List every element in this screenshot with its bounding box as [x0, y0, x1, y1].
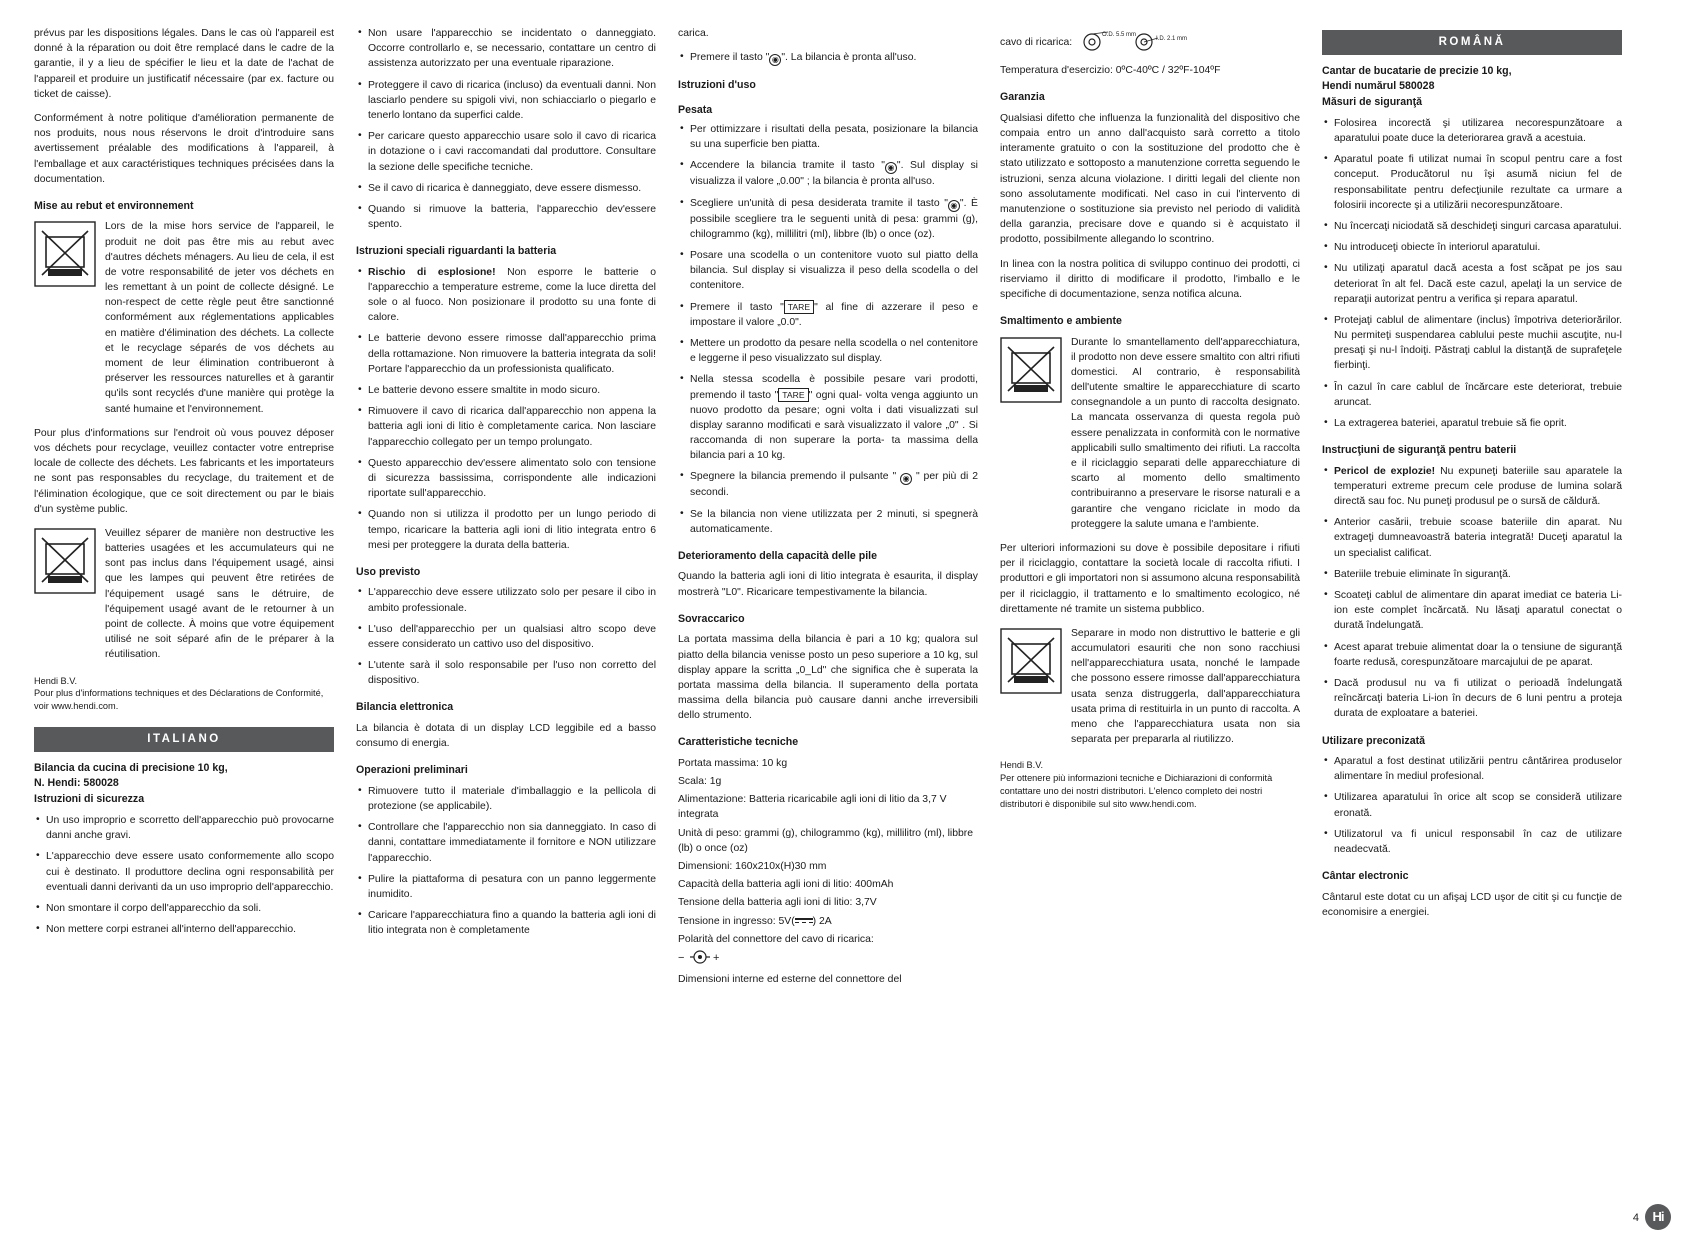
list-item: • Scegliere un'unità di pesa desiderata tramite il tasto " ◉ ". È possibile scegliere tra le seguenti unità di pesa: grammi (g), chilogrammo (kg), millilitri (ml), libbre (lb) o once (oz).: [678, 196, 978, 242]
list-item: • Pulire la piattaforma di pesatura con un panno leggermente inumidito.: [356, 872, 656, 902]
svg-text:+: +: [713, 951, 720, 964]
spec-line: Tensione della batteria agli ioni di litio: 3,7V: [678, 897, 877, 909]
spec-line-polarity-label: Polarità del connettore del cavo di ricarica:: [678, 933, 874, 945]
it-footer-block: [1000, 759, 1300, 811]
list-item: • Proteggere il cavo di ricarica (incluso) da eventuali danni. Non lasciarlo pendere su spigoli vivi, non schiacciarlo o piegarlo e tenerlo lontano da superfici calde.: [356, 78, 656, 124]
list-item: • Pericol de explozie! Nu expuneţi bateriile sau aparatele la temperaturi extreme precum cele produse de lumina solară directă sau foc. Nu puneţi produsul pe o sursă de căldură.: [1322, 464, 1622, 510]
spec-line-connector-dims: Dimensioni interne ed esterne del connettore del: [678, 974, 902, 986]
list-item: • Nella stessa scodella è possibile pesare vari prodotti, premendo il tasto " TARE " ogni qual- volta venga aggiunto un nuovo prodotto da pesare; ogni volta i dati visualizzati sul display saranno modificati e sarà visualizzato il valore „0" . Si raccomanda di non superare la porta- ta massima della bilancia pari a 10 kg.: [678, 372, 978, 463]
it-safety-heading: Istruzioni di sicurezza: [34, 792, 145, 805]
it-preliminary-list: [356, 784, 656, 939]
it-heading-overload: Sovraccarico: [678, 612, 745, 625]
it-safety-list-cont: [356, 26, 656, 232]
column-4: [1000, 26, 1300, 1206]
it-battery-list: [356, 265, 656, 553]
spec-line: Portata massima: 10 kg: [678, 757, 788, 769]
it-heading-warranty: Garanzia: [1000, 91, 1045, 104]
crossed-out-wheelie-bin-icon: [1000, 337, 1062, 403]
it-heading-preliminary: Operazioni preliminari: [356, 764, 468, 777]
list-item: • Nu introduceţi obiecte în interiorul aparatului.: [1322, 240, 1622, 255]
list-item: • Caricare l'apparecchiatura fino a quando la batteria agli ioni di litio integrata non è completamente: [356, 908, 656, 938]
list-item: • Non smontare il corpo dell'apparecchio da soli.: [34, 901, 334, 916]
list-item: • În cazul în care cablul de încărcare este deteriorat, trebuie aruncat.: [1322, 380, 1622, 410]
list-item: • Se la bilancia non viene utilizzata per 2 minuti, si spegnerà automaticamente.: [678, 507, 978, 537]
spec-input-voltage-label: Tensione in ingresso: 5V(: [678, 915, 795, 927]
list-item: • Scoateţi cablul de alimentare din aparat imediat ce bateria Li-ion este complet încărcată. Nu lăsaţi aparatul conectat o durată îndelungată.: [1322, 588, 1622, 634]
list-item: • Utilizatorul va fi unicul responsabil în caz de utilizare neadecvată.: [1322, 827, 1622, 857]
spec-line: Unità di peso: grammi (g), chilogrammo (kg), millilitro (ml), libbre (lb) o once (oz): [678, 827, 974, 854]
spec-line-input-voltage: [678, 914, 978, 929]
column-container: [34, 26, 1649, 1206]
ro-intended-use-list: [1322, 754, 1622, 857]
ro-product-title: Cantar de bucatarie de precizie 10 kg,: [1322, 64, 1512, 77]
list-item: • Non usare l'apparecchio se incidentato o danneggiato. Occorre controllarlo e, se necessario, contattare un centro di assistenza autorizzato per una eventuale riparazione.: [356, 26, 656, 72]
it-heading-intended-use: Uso previsto: [356, 565, 421, 578]
list-item: • Anterior casării, trebuie scoase bateriile din aparat. Nu extrageţi dumneavoastră bateria integrată! Duceţi aparatul la un specialist calificat.: [1322, 515, 1622, 561]
it-battery-separation-text: Separare in modo non distruttivo le batterie e gli accumulatori esauriti che non sono racchiusi nell'apparecchiatura usata, nonché le lampade che possono essere rimosse dall'apparecchiatura usata senza distruggerla, dall'apparecchiatura usata prima di restituirla in un punto di raccolta. A meno che l'apparecchiatura usata non sia separata per prepararla al riutilizzo.: [1071, 627, 1300, 746]
list-item: • Bateriile trebuie eliminate în siguranţă.: [1322, 567, 1622, 582]
column-1: [34, 26, 334, 1206]
list-item: • Rischio di esplosione! Non esporre le batterie o l'apparecchio a temperature estreme, come la luce diretta del sole o al fuoco. Non posizionare il prodotto su una fonte di calore.: [356, 265, 656, 326]
operating-temperature: Temperatura d'esercizio: 0ºC-40ºC / 32ºF-104ºF: [1000, 65, 1221, 77]
it-heading-disposal: Smaltimento e ambiente: [1000, 315, 1122, 328]
fr-paragraph-improvement: Conformément à notre politique d'amélioration permanente de nos produits, nous nous réservons le droit d'introduire sans avertissement préalable des modifications à l'appareil, à l'emballage et aux caractéristiques techniques précisées dans la documentation.: [34, 112, 334, 185]
list-item: • Non mettere corpi estranei all'interno dell'apparecchio.: [34, 922, 334, 937]
it-disposal-text-1: Durante lo smantellamento dell'apparecchiatura, il prodotto non deve essere smaltito con altri rifiuti domestici. Al contrario, è responsabilità dell'utente smaltire le apparecchiature di scarto consegnandole a un punto di raccolta designato. La mancata osservanza di questa regola può essere penalizzata in conformità con le normative applicabili sullo smaltimento dei rifiuti. La raccolta e il riciclaggio separati delle apparecchiature di scarto al momento dello smaltimento contribuiranno a preservare le risorse naturali e a garantire che vengano riciclate in modo da proteggere la salute umana e l'ambiente.: [1071, 336, 1300, 530]
fr-footer-text: Pour plus d'informations techniques et des Déclarations de Conformité, voir www.hendi.com.: [34, 688, 324, 712]
fr-footer-block: [34, 675, 334, 714]
language-bar-italiano: ITALIANO: [34, 727, 334, 752]
ro-electronic-scale-text: Cântarul este dotat cu un afişaj LCD uşor de citit şi cu funcţie de economisire a energiei.: [1322, 891, 1622, 918]
fr-paragraph-legal: prévus par les dispositions légales. Dans le cas où l'appareil est donné à la réparation ou doit être remplacé dans le cadre de la garantie, il y a lieu de spécifier le lieu et la date de l'achat de l'appareil et produire un justificatif nécessaire (par ex. facture ou ticket de caisse).: [34, 28, 334, 100]
dc-current-icon: [795, 918, 813, 923]
connector-dimension-icon: [1078, 28, 1188, 57]
list-item: • Premere il tasto " TARE " al fine di azzerare il peso e impostare il valore „0.0".: [678, 300, 978, 330]
it-safety-list: [34, 813, 334, 937]
crossed-out-battery-bin-icon: [1000, 628, 1062, 694]
spec-input-voltage-tail: ) 2A: [812, 915, 832, 927]
spec-line: Dimensioni: 160x210x(H)30 mm: [678, 861, 827, 873]
it-heading-electronic-scale: Bilancia elettronica: [356, 701, 454, 714]
list-item: • Aparatul a fost destinat utilizării pentru cântărirea produselor alimentare în mediul profesional.: [1322, 754, 1622, 784]
it-electronic-scale-text: La bilancia è dotata di un display LCD leggibile ed a basso consumo di energia.: [356, 722, 656, 750]
list-item: • L'apparecchio deve essere usato conformemente allo scopo cui è destinato. Il produttore declina ogni responsabilità per eventuali danni derivanti da un uso improprio dell'apparecchio.: [34, 849, 334, 895]
fr-battery-block: [34, 526, 334, 663]
ro-battery-list: [1322, 464, 1622, 722]
column-3: [678, 26, 978, 1206]
charging-cable-label: cavo di ricarica:: [1000, 37, 1073, 48]
ro-heading-intended-use: Utilizare preconizată: [1322, 734, 1426, 747]
it-title-block: [34, 761, 334, 807]
fr-disposal-text-1: Lors de la mise hors service de l'appareil, le produit ne doit pas être mis au rebut avec d'autres déchets ménagers. Au lieu de cela, il est de votre responsabilité de jeter vos déchets en les remettant à un point de collecte désigné. Le non-respect de cette règle peut être sanctionné conformément aux réglementations applicables en matière d'élimination des déchets. La collecte et le recyclage séparés de vos déchets au moment de leur élimination contribueront à préserver les ressources naturelles et à garantir qu'ils sont recyclés d'une manière qui protège la santé humaine et l'environnement.: [105, 221, 334, 415]
list-item: • Per ottimizzare i risultati della pesata, posizionare la bilancia su una superficie ben piatta.: [678, 122, 978, 152]
column-5: [1322, 26, 1622, 1206]
fr-footer-company: Hendi B.V.: [34, 675, 78, 686]
list-item: • Premere il tasto " ◉ ". La bilancia è pronta all'uso.: [678, 50, 978, 66]
svg-text:−: −: [678, 951, 685, 964]
list-item: • Le batterie devono essere smaltite in modo sicuro.: [356, 383, 656, 398]
ro-safety-list: [1322, 116, 1622, 431]
list-item: • Controllare che l'apparecchio non sia danneggiato. In caso di danni, contattare immediatamente il fornitore e NON utilizzare l'apparecchio.: [356, 820, 656, 866]
spec-line: Scala: 1g: [678, 776, 722, 788]
it-product-title: Bilancia da cucina di precisione 10 kg,: [34, 761, 228, 774]
fr-disposal-block: [34, 219, 334, 416]
list-item: • Rimuovere il cavo di ricarica dall'apparecchio non appena la batteria agli ioni di litio è completamente carica. Non lasciare l'apparecchio collegato per un tempo prolungato.: [356, 404, 656, 450]
list-item: • Nu încercaţi niciodată să deschideţi singuri carcasa aparatului.: [1322, 219, 1622, 234]
it-footer-company: Hendi B.V.: [1000, 760, 1044, 771]
it-specs-list: [678, 756, 978, 987]
it-footer-text: Per ottenere più informazioni tecniche e Dichiarazioni di conformità contattare uno dei nostri distributori. L'elenco completo dei nostri distributori è disponibile sul sito www.hendi.com.: [1000, 773, 1273, 810]
it-heading-battery-deterioration: Deterioramento della capacità delle pile: [678, 550, 878, 563]
list-item: • L'apparecchio deve essere utilizzato solo per pesare il cibo in ambito professionale.: [356, 585, 656, 615]
list-item: • Spegnere la bilancia premendo il pulsante " ◉ " per più di 2 secondi.: [678, 469, 978, 500]
it-warranty-text-2: In linea con la nostra politica di sviluppo continuo dei prodotti, ci riserviamo il diritto di modificare il prodotto, l'imballo e le specifiche di documentazione, senza notifica alcuna.: [1000, 258, 1300, 300]
it-prelim-list-cont: [678, 50, 978, 66]
list-item: • L'uso dell'apparecchio per un qualsiasi altro scopo deve essere considerato un cattivo uso del dispositivo.: [356, 622, 656, 652]
ro-safety-heading: Măsuri de siguranţă: [1322, 95, 1423, 108]
list-item: • L'utente sarà il solo responsabile per l'uso non corretto del dispositivo.: [356, 658, 656, 688]
list-item: • Dacă produsul nu va fi utilizat o perioadă îndelungată reîncărcaţi bateria Li-ion în decurs de 6 luni pentru a proteja durata de exploatare a bateriei.: [1322, 676, 1622, 722]
it-disposal-text-2: Per ulteriori informazioni su dove è possibile depositare i rifiuti per il riciclaggio, contattare la società locale di raccolta rifiuti. I produttori e gli importatori non si assumono alcuna responsabilità per il riciclaggio, il trattamento e lo smaltimento ecologico, né direttamente né tramite un sistema pubblico.: [1000, 542, 1300, 615]
list-item: • Utilizarea aparatului în orice alt scop se consideră utilizare eronată.: [1322, 790, 1622, 820]
list-item: • Quando non si utilizza il prodotto per un lungo periodo di tempo, ricaricare la batteria agli ioni di litio integrata entro 6 mesi per proteggere la durata della batteria.: [356, 507, 656, 553]
list-item: • Protejaţi cablul de alimentare (inclus) împotriva deteriorărilor. Nu permiteţi suspendarea cablului peste muchii ascuţite, nu-l presaţi şi nu-l îndoiţi. Păstraţi cablul la distanţă de suprafeţele fierbinţi.: [1322, 313, 1622, 374]
it-product-number: N. Hendi: 580028: [34, 777, 119, 790]
it-heading-battery: Istruzioni speciali riguardanti la batteria: [356, 245, 557, 258]
list-item: • Le batterie devono essere rimosse dall'apparecchio prima della rottamazione. Non rimuovere la batteria integrata da soli! Portare l'apparecchio da un professionista qualificato.: [356, 331, 656, 377]
ro-heading-battery-safety: Instrucţiuni de siguranţă pentru baterii: [1322, 444, 1517, 457]
svg-text:I.D. 2.1 mm: I.D. 2.1 mm: [1156, 36, 1188, 42]
svg-text:O.D. 5.5 mm: O.D. 5.5 mm: [1102, 32, 1137, 38]
list-item: • Accendere la bilancia tramite il tasto " ◉ ". Sul display si visualizza il valore „0.00" ; la bilancia è pronta all'uso.: [678, 158, 978, 189]
list-item: • Un uso improprio e scorretto dell'apparecchio può provocarne danni anche gravi.: [34, 813, 334, 843]
fr-disposal-text-2: Pour plus d'informations sur l'endroit où vous pouvez déposer vos déchets pour recyclage, veuillez contacter votre entreprise locale de collecte des déchets. Les fabricants et les importateurs ne sont pas responsables du recyclage, du traitement et de l'élimination écologique, que ce soit directement ou par le biais d'un système public.: [34, 427, 334, 515]
it-weighing-list: [678, 122, 978, 537]
charging-cable-connector-block: [1000, 28, 1300, 57]
it-intended-use-list: [356, 585, 656, 688]
language-bar-romana: ROMÂNĂ: [1322, 30, 1622, 55]
it-warranty-text-1: Qualsiasi difetto che influenza la funzionalità del dispositivo che compaia entro un anno dall'acquisto sarà corretto a titolo interamente gratuito o con la sostituzione del prodotto che è stato utilizzato e sottoposto a manutenzione corretta seguendo le istruzioni, senza alcuna violazione. I diritti legali del cliente non sono assolutamente modificati. Nel caso in cui l'intervento di manutenzione o sostituzione sia previsto nel periodo di validità della garanzia, precisare dove e quando si è acquistato il prodotto, possibilmente allegando lo scontrino.: [1000, 112, 1300, 246]
spec-line: Capacità della batteria agli ioni di litio: 400mAh: [678, 879, 894, 891]
list-item: • Se il cavo di ricarica è danneggiato, deve essere dismesso.: [356, 181, 656, 196]
crossed-out-battery-bin-icon: [34, 528, 96, 594]
polarity-diagram: [678, 950, 978, 969]
it-heading-technical-specs: Caratteristiche tecniche: [678, 736, 799, 749]
list-item: • Rimuovere tutto il materiale d'imballaggio e la pellicola di protezione (se applicabile).: [356, 784, 656, 814]
list-item: • Nu utilizaţi aparatul dacă acesta a fost scăpat pe jos sau deteriorat în alt fel. Dacă este cazul, apelaţi la un service de reparaţii autorizat pentru a verifica şi repara aparatul.: [1322, 261, 1622, 307]
hendi-logo-mark: Hi: [1645, 1204, 1671, 1230]
page-number: 4: [1632, 1212, 1639, 1224]
it-heading-instructions: Istruzioni d'uso: [678, 79, 756, 92]
list-item: • Folosirea incorectă şi utilizarea necorespunzătoare a aparatului poate duce la deteriorarea gravă a acestuia.: [1322, 116, 1622, 146]
it-disposal-block: [1000, 335, 1300, 532]
fr-heading-disposal: Mise au rebut et environnement: [34, 199, 194, 212]
ro-heading-electronic-scale: Cântar electronic: [1322, 870, 1409, 883]
it-battery-separation-block: [1000, 626, 1300, 748]
crossed-out-wheelie-bin-icon: [34, 221, 96, 287]
list-item: • Acest aparat trebuie alimentat doar la o tensiune de siguranţă foarte redusă, corespunzătoare marcajului de pe aparat.: [1322, 640, 1622, 670]
list-item: • Per caricare questo apparecchio usare solo il cavo di ricarica in dotazione o i cavi raccomandati dal produttore. Consultare la sezione delle specifiche tecniche.: [356, 129, 656, 175]
it-overload-text: La portata massima della bilancia è pari a 10 kg; qualora sul piatto della bilancia venisse posto un peso superiore a 10 kg, sul display appare la scritta „0_Ld" che significa che è superata la portata massima della bilancia. Il superamento della portata massima della bilancia può causare danni anche irreversibili dello strumento.: [678, 634, 978, 722]
fr-battery-text: Veuillez séparer de manière non destructive les batteries usagées et les accumulateurs qui ne sont pas inclus dans l'équipement usagé, ainsi que les lampes qui peuvent être retirées de l'équipement usagé sans le détruire, de l'équipement usagé avant de le retourner à un point de collecte. À moins que votre équipement utilisé ne soit séparé afin de le préparer à la réutilisation.: [105, 527, 334, 661]
spec-line: Alimentazione: Batteria ricaricabile agli ioni di litio da 3,7 V integrata: [678, 794, 947, 821]
list-item: • La extragerea bateriei, aparatul trebuie să fie oprit.: [1322, 416, 1622, 431]
list-item: • Posare una scodella o un contenitore vuoto sul piatto della bilancia. Sul display si visualizza il peso della scodella o del contenitore.: [678, 248, 978, 294]
list-item: • Aparatul poate fi utilizat numai în scopul pentru care a fost conceput. Producătorul nu îşi asumă niciun fel de responsabilitate pentru defecţiunile rezultate ca urmare a folosirii incorecte şi a utilizării necorespunzătoare.: [1322, 152, 1622, 213]
polarity-icon: [678, 950, 730, 964]
list-item: • Mettere un prodotto da pesare nella scodella o nel contenitore e leggerne il peso visualizzato sul display.: [678, 336, 978, 366]
it-subheading-weighing: Pesata: [678, 103, 713, 116]
list-item: • Questo apparecchio dev'essere alimentato solo con tensione di sicurezza bassissima, corrispondente alle indicazioni riportate sull'apparecchio.: [356, 456, 656, 502]
column-2: [356, 26, 656, 1206]
ro-product-number: Hendi numărul 580028: [1322, 80, 1435, 93]
ro-title-block: [1322, 64, 1622, 110]
it-deterioration-text: Quando la batteria agli ioni di litio integrata è esaurita, il display mostrerà "L0". Ricaricare tempestivamente la bilancia.: [678, 571, 978, 598]
it-prelim-continuation: carica.: [678, 28, 709, 39]
list-item: • Quando si rimuove la batteria, l'apparecchio dev'essere spento.: [356, 202, 656, 232]
